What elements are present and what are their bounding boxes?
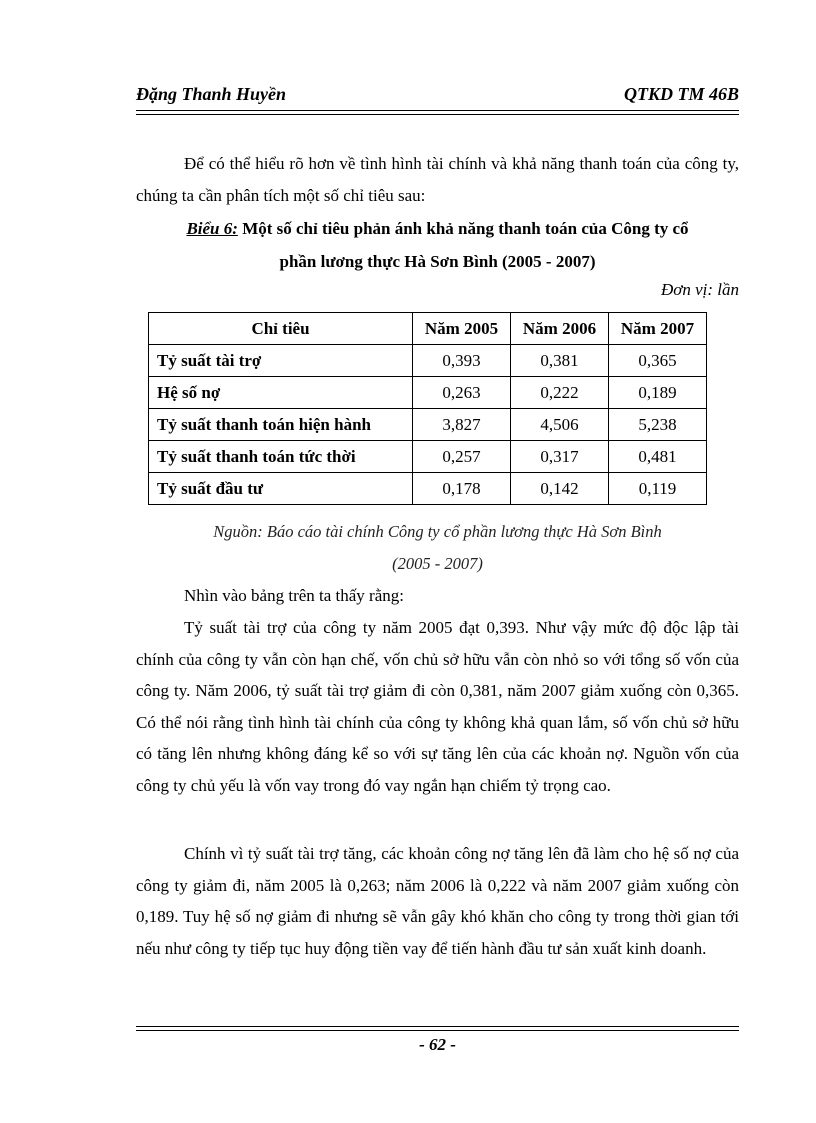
cell-2005: 0,393 (413, 345, 511, 377)
table-row (149, 345, 707, 377)
footer-rule-thick (136, 1030, 739, 1031)
cell-2007: 5,238 (609, 409, 707, 441)
cell-2005: 0,263 (413, 377, 511, 409)
row-name: Tỷ suất đầu tư (149, 473, 413, 505)
cell-2006: 0,317 (511, 441, 609, 473)
intro-paragraph: Để có thể hiểu rõ hơn về tình hình tài chính và khả năng thanh toán của công ty, chúng ta cần phân tích một số chỉ tiêu sau: (136, 154, 739, 205)
cell-2006: 0,381 (511, 345, 609, 377)
table-caption (136, 212, 739, 245)
row-name: Hệ số nợ (149, 377, 413, 409)
indicators-table (148, 312, 707, 505)
row-name: Tỷ suất thanh toán hiện hành (149, 409, 413, 441)
unit-label: Đơn vị: lần (660, 280, 739, 299)
header-class: QTKD TM 46B (623, 84, 739, 104)
row-name: Tỷ suất tài trợ (149, 345, 413, 377)
caption-text: Một số chỉ tiêu phản ánh khả năng thanh toán của Công ty cổ (237, 219, 689, 238)
row-name: Tỷ suất thanh toán tức thời (149, 441, 413, 473)
body-paragraph-3: Chính vì tỷ suất tài trợ tăng, các khoản công nợ tăng lên đã làm cho hệ số nợ của công ty giảm đi, năm 2005 là 0,263; năm 2006 là 0,222 và năm 2007 giảm xuống còn 0,189. Tuy hệ số nợ giảm đi nhưng sẽ vẫn gây khó khăn cho công ty trong thời gian tới nếu như công ty tiếp tục huy động tiền vay để tiến hành đầu tư sản xuất kinh doanh. (136, 844, 739, 958)
header-rule (136, 110, 739, 111)
table-source-years: (2005 - 2007) (392, 554, 483, 573)
body-paragraph-1: Nhìn vào bảng trên ta thấy rằng: (184, 586, 404, 605)
cell-2005: 0,257 (413, 441, 511, 473)
caption-label: Biểu 6: (186, 219, 238, 238)
body-paragraph-2: Tỷ suất tài trợ của công ty năm 2005 đạt 0,393. Như vậy mức độ độc lập tài chính của công ty vẫn còn hạn chế, vốn chủ sở hữu vẫn còn nhỏ so với tổng số vốn của công ty. Năm 2006, tỷ suất tài trợ giảm đi còn 0,381, năm 2007 giảm xuống còn 0,365. Có thể nói rằng tình hình tài chính của công ty không khả quan lắm, số vốn chủ sở hữu có tăng lên nhưng không đáng kể so với sự tăng lên của các khoản nợ. Nguồn vốn của công ty chủ yếu là vốn vay trong đó vay ngắn hạn chiếm tỷ trọng cao. (136, 618, 739, 795)
col-header-2005: Năm 2005 (413, 313, 511, 345)
table-row (149, 409, 707, 441)
col-header-2006: Năm 2006 (511, 313, 609, 345)
table-caption-line2: phần lương thực Hà Sơn Bình (2005 - 2007) (279, 252, 596, 271)
header-rule-thin (136, 114, 739, 115)
table-row (149, 377, 707, 409)
cell-2007: 0,189 (609, 377, 707, 409)
cell-2007: 0,481 (609, 441, 707, 473)
cell-2007: 0,119 (609, 473, 707, 505)
col-header-indicator: Chỉ tiêu (149, 313, 413, 345)
cell-2006: 0,142 (511, 473, 609, 505)
col-header-2007: Năm 2007 (609, 313, 707, 345)
table-header-row (149, 313, 707, 345)
table-row (149, 473, 707, 505)
footer-rule (136, 1026, 739, 1027)
table-source: Nguồn: Báo cáo tài chính Công ty cổ phần lương thực Hà Sơn Bình (213, 522, 662, 541)
cell-2006: 4,506 (511, 409, 609, 441)
page-number: - 62 - (419, 1035, 456, 1054)
cell-2005: 0,178 (413, 473, 511, 505)
cell-2005: 3,827 (413, 409, 511, 441)
cell-2007: 0,365 (609, 345, 707, 377)
table-row (149, 441, 707, 473)
header-author: Đặng Thanh Huyền (136, 84, 287, 104)
cell-2006: 0,222 (511, 377, 609, 409)
page-header (136, 84, 739, 112)
